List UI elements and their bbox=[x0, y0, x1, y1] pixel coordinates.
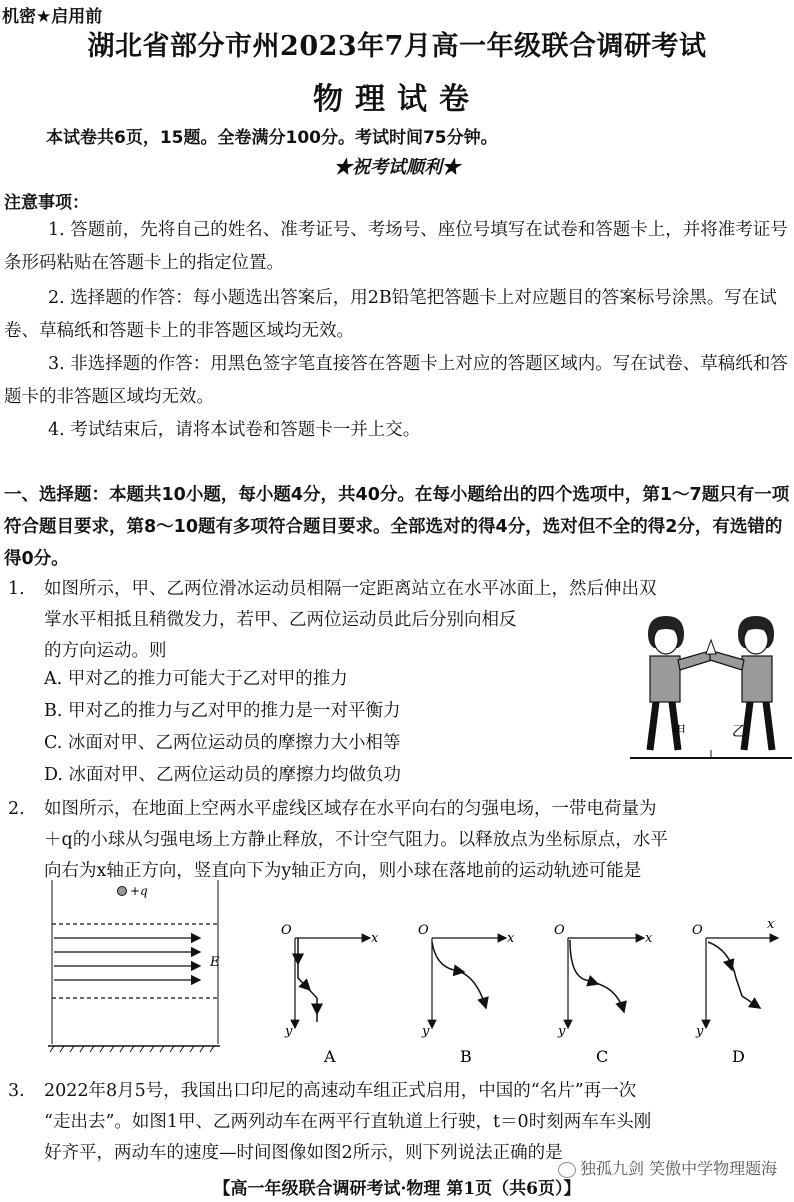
svg-text:x: x bbox=[507, 931, 515, 946]
question-number: 1. bbox=[8, 579, 25, 599]
option-d: D. 冰面对甲、乙两位运动员的摩擦力均做负功 bbox=[44, 765, 402, 785]
exam-subject: 物理试卷 bbox=[313, 82, 481, 117]
option-graph-d bbox=[692, 917, 778, 1066]
electric-field-diagram bbox=[48, 880, 220, 1052]
question-text: 2022年8月5号，我国出口印尼的高速动车组正式启用，中国的“名片”再一次 bbox=[44, 1081, 637, 1101]
option-graph-b bbox=[418, 923, 515, 1066]
option-graph-c bbox=[554, 923, 653, 1066]
question-text: 向右为x轴正方向，竖直向下为y轴正方向，则小球在落地前的运动轨迹可能是 bbox=[44, 861, 642, 881]
notice-item: 2. 选择题的作答：每小题选出答案后，用2B铅笔把答题卡上对应题目的答案标号涂黑。写在试卷、草稿纸和答题卡上的非答题区域均无效。 bbox=[4, 288, 777, 341]
svg-text:O: O bbox=[281, 923, 292, 938]
svg-text:x: x bbox=[371, 931, 379, 946]
skaters-figure bbox=[628, 610, 794, 768]
good-luck-line: ★祝考试顺利★ bbox=[334, 157, 460, 178]
field-label: E bbox=[210, 955, 220, 970]
question-text: 的方向运动。则 bbox=[44, 641, 167, 661]
svg-text:A: A bbox=[324, 1047, 336, 1066]
label-left: 甲 bbox=[672, 724, 686, 740]
exam-info: 本试卷共6页，15题。全卷满分100分。考试时间75分钟。 bbox=[46, 128, 498, 148]
svg-text:x: x bbox=[767, 917, 775, 932]
svg-text:x: x bbox=[645, 931, 653, 946]
svg-text:D: D bbox=[732, 1047, 745, 1066]
svg-text:y: y bbox=[422, 1024, 430, 1039]
page-footer: 【高一年级联合调研考试·物理 第1页（共6页）】 bbox=[213, 1179, 581, 1199]
exam-title: 湖北省部分市州2023年7月高一年级联合调研考试 bbox=[87, 31, 707, 62]
notice-item: 1. 答题前，先将自己的姓名、准考证号、考场号、座位号填写在试卷和答题卡上，并将准考证号条形码粘贴在答题卡上的指定位置。 bbox=[4, 220, 788, 273]
confidential-mark: 机密★启用前 bbox=[2, 7, 103, 27]
question-text: 如图所示，在地面上空两水平虚线区域存在水平向右的匀强电场，一带电荷量为 bbox=[44, 799, 657, 819]
question-text: 掌水平相抵且稍微发力，若甲、乙两位运动员此后分别向相反 bbox=[44, 610, 517, 630]
option-graph-a bbox=[281, 923, 379, 1066]
svg-text:C: C bbox=[596, 1047, 609, 1066]
label-right: 乙 bbox=[732, 724, 746, 740]
charge-label: +q bbox=[130, 884, 148, 898]
svg-text:y: y bbox=[285, 1024, 293, 1039]
option-b: B. 甲对乙的推力与乙对甲的推力是一对平衡力 bbox=[44, 701, 401, 721]
svg-text:O: O bbox=[692, 923, 703, 938]
option-c: C. 冰面对甲、乙两位运动员的摩擦力大小相等 bbox=[44, 733, 401, 753]
notice-item: 4. 考试结束后，请将本试卷和答题卡一并上交。 bbox=[48, 420, 421, 440]
question-text: 如图所示，甲、乙两位滑冰运动员相隔一定距离站立在水平冰面上，然后伸出双 bbox=[44, 579, 657, 599]
svg-text:O: O bbox=[554, 923, 565, 938]
svg-text:y: y bbox=[696, 1024, 704, 1039]
section-heading: 一、选择题：本题共10小题，每小题4分，共40分。在每小题给出的四个选项中，第1～7题只有一项符合题目要求，第8～10题有多项符合题目要求。全部选对的得4分，选对但不全的得2分，有选错的得0分。 bbox=[4, 485, 790, 569]
svg-text:y: y bbox=[558, 1024, 566, 1039]
charged-ball-icon bbox=[118, 887, 127, 896]
question-text: “走出去”。如图1甲、乙两列动车在两平行直轨道上行驶，t＝0时刻两车车头刚 bbox=[44, 1112, 652, 1132]
svg-text:O: O bbox=[418, 923, 429, 938]
question-number: 3. bbox=[8, 1081, 25, 1101]
watermark: 独孤九剑 笑傲中学物理题海 bbox=[558, 1156, 777, 1179]
field-trajectory-figure bbox=[40, 880, 780, 1070]
option-a: A. 甲对乙的推力可能大于乙对甲的推力 bbox=[44, 669, 348, 689]
question-text: 好齐平，两动车的速度—时间图像如图2所示，则下列说法正确的是 bbox=[44, 1143, 563, 1163]
notice-item: 3. 非选择题的作答：用黑色签字笔直接答在答题卡上对应的答题区域内。写在试卷、草稿纸和答题卡的非答题区域均无效。 bbox=[4, 354, 788, 407]
question-text: ＋q的小球从匀强电场上方静止释放，不计空气阻力。以释放点为坐标原点，水平 bbox=[44, 830, 668, 850]
notice-heading: 注意事项： bbox=[4, 193, 89, 213]
question-number: 2. bbox=[8, 799, 25, 819]
svg-text:B: B bbox=[460, 1047, 472, 1066]
